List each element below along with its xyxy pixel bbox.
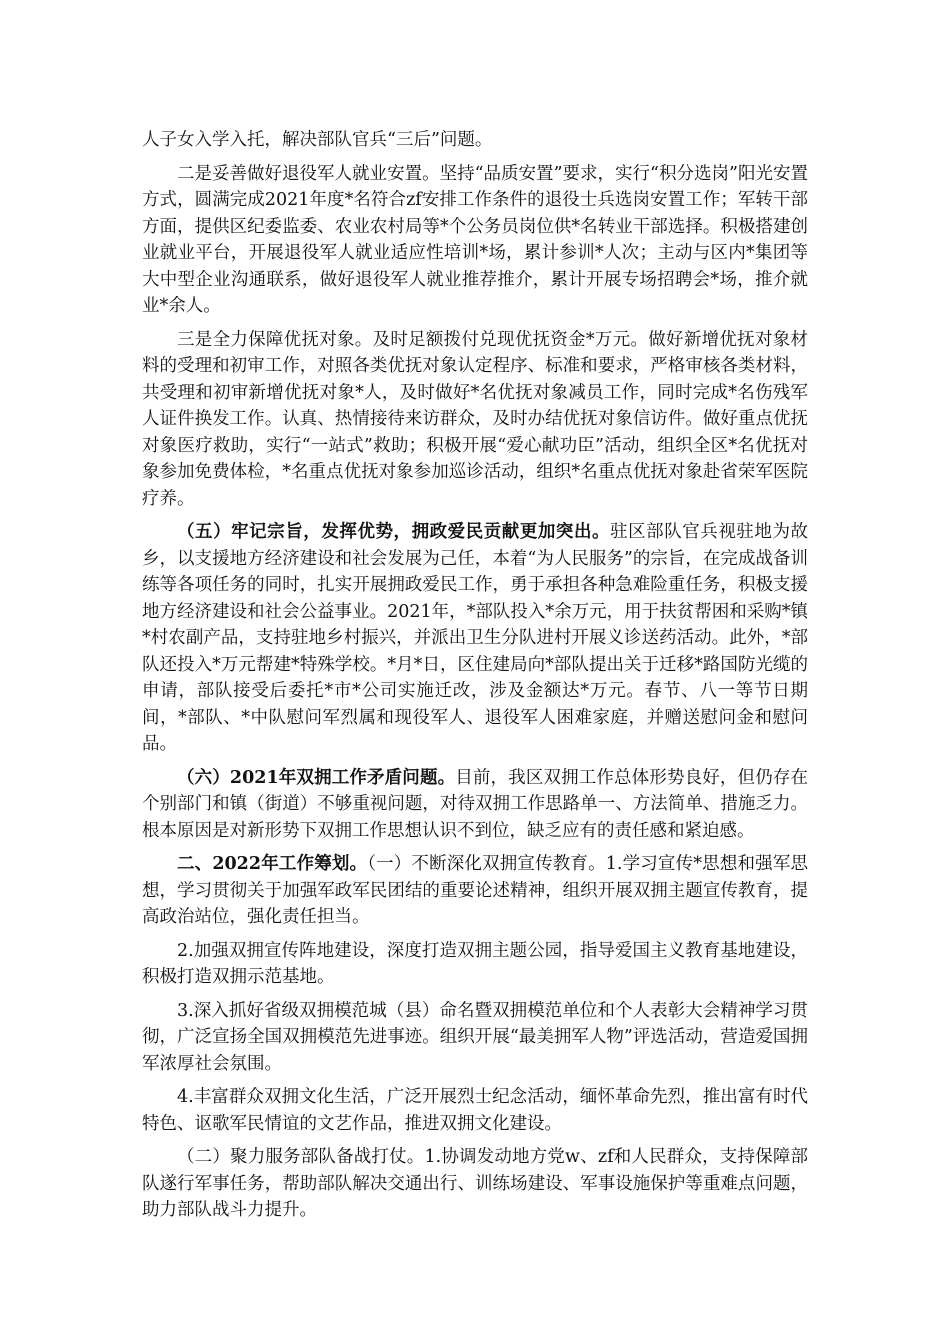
paragraph-2-text: 二是妥善做好退役军人就业安置。坚持“品质安置”要求，实行“积分选岗”阳光安置方式，圆满完成2021年度*名符合zf安排工作条件的退役士兵选岗安置工作；军转干部方面，提供区纪委监委、农业农村局等*个公务员岗位供*名转业干部选择。积极搭建创业就业平台，开展退役军人就业适应性培训*场，累计参训*人次；主动与区内*集团等大中型企业沟通联系，做好退役军人就业推荐推介，累计开展专场招聘会*场，推介就业*余人。 xyxy=(142,163,808,316)
paragraph-5 xyxy=(142,765,808,845)
paragraph-9-text: 4.丰富群众双拥文化生活，广泛开展烈士纪念活动，缅怀革命先烈，推出富有时代特色、讴歌军民情谊的文艺作品，推进双拥文化建设。 xyxy=(142,1087,808,1134)
paragraph-6 xyxy=(142,851,808,931)
paragraph-7 xyxy=(142,938,808,991)
paragraph-1-text: 人子女入学入托，解决部队官兵“三后”问题。 xyxy=(142,130,493,150)
paragraph-6-heading: 二、2022年工作筹划。 xyxy=(177,854,368,874)
paragraph-3-text: 三是全力保障优抚对象。及时足额拨付兑现优抚资金*万元。做好新增优抚对象材料的受理和初审工作，对照各类优抚对象认定程序、标准和要求，严格审核各类材料，共受理和初审新增优抚对象*人，及时做好*名优抚对象减员工作，同时完成*名伤残军人证件换发工作。认真、热情接待来访群众，及时办结优抚对象信访件。做好重点优抚对象医疗救助，实行“一站式”救助；积极开展“爱心献功臣”活动，组织全区*名优抚对象参加免费体检，*名重点优抚对象参加巡诊活动，组织*名重点优抚对象赴省荣军医院疗养。 xyxy=(142,329,808,509)
paragraph-4-text: 驻区部队官兵视驻地为故乡，以支援地方经济建设和社会发展为己任，本着“为人民服务”的宗旨，在完成战备训练等各项任务的同时，扎实开展拥政爱民工作，勇于承担各种急难险重任务，积极支援地方经济建设和社会公益事业。2021年，*部队投入*余万元，用于扶贫帮困和采购*镇*村农副产品，支持驻地乡村振兴，并派出卫生分队进村开展义诊送药活动。此外，*部队还投入*万元帮建*特殊学校。*月*日，区住建局向*部队提出关于迁移*路国防光缆的申请，部队接受后委托*市*公司实施迁改，涉及金额达*万元。春节、八一等节日期间，*部队、*中队慰问军烈属和现役军人、退役军人困难家庭，并赠送慰问金和慰问品。 xyxy=(142,522,809,754)
paragraph-7-text: 2.加强双拥宣传阵地建设，深度打造双拥主题公园，指导爱国主义教育基地建设，积极打造双拥示范基地。 xyxy=(142,940,808,987)
paragraph-8-text: 3.深入抓好省级双拥模范城（县）命名暨双拥模范单位和个人表彰大会精神学习贯彻，广泛宣扬全国双拥模范先进事迹。组织开展“最美拥军人物”评选活动，营造爱国拥军浓厚社会氛围。 xyxy=(142,1000,808,1074)
paragraph-10 xyxy=(142,1144,808,1224)
paragraph-5-text: 目前，我区双拥工作总体形势良好，但仍存在个别部门和镇（街道）不够重视问题，对待双拥工作思路单一、方法简单、措施乏力。根本原因是对新形势下双拥工作思想认识不到位，缺乏应有的责任感和紧迫感。 xyxy=(142,767,808,841)
paragraph-4-heading: （五）牢记宗旨，发挥优势，拥政爱民贡献更加突出。 xyxy=(177,522,611,542)
paragraph-1 xyxy=(142,127,808,154)
paragraph-5-heading: （六）2021年双拥工作矛盾问题。 xyxy=(177,767,456,788)
document-page xyxy=(142,127,808,1231)
paragraph-10-text: （二）聚力服务部队备战打仗。1.协调发动地方党w、zf和人民群众，支持保障部队遂行军事任务，帮助部队解决交通出行、训练场建设、军事设施保护等重难点问题，助力部队战斗力提升。 xyxy=(142,1147,808,1220)
paragraph-6-text: （一）不断深化双拥宣传教育。1.学习宣传*思想和强军思想，学习贯彻关于加强军政军民团结的重要论述精神，组织开展双拥主题宣传教育，提高政治站位，强化责任担当。 xyxy=(142,854,808,927)
paragraph-9 xyxy=(142,1084,808,1137)
paragraph-4 xyxy=(142,519,808,758)
paragraph-8 xyxy=(142,998,808,1078)
paragraph-3 xyxy=(142,327,808,513)
paragraph-2 xyxy=(142,161,808,320)
